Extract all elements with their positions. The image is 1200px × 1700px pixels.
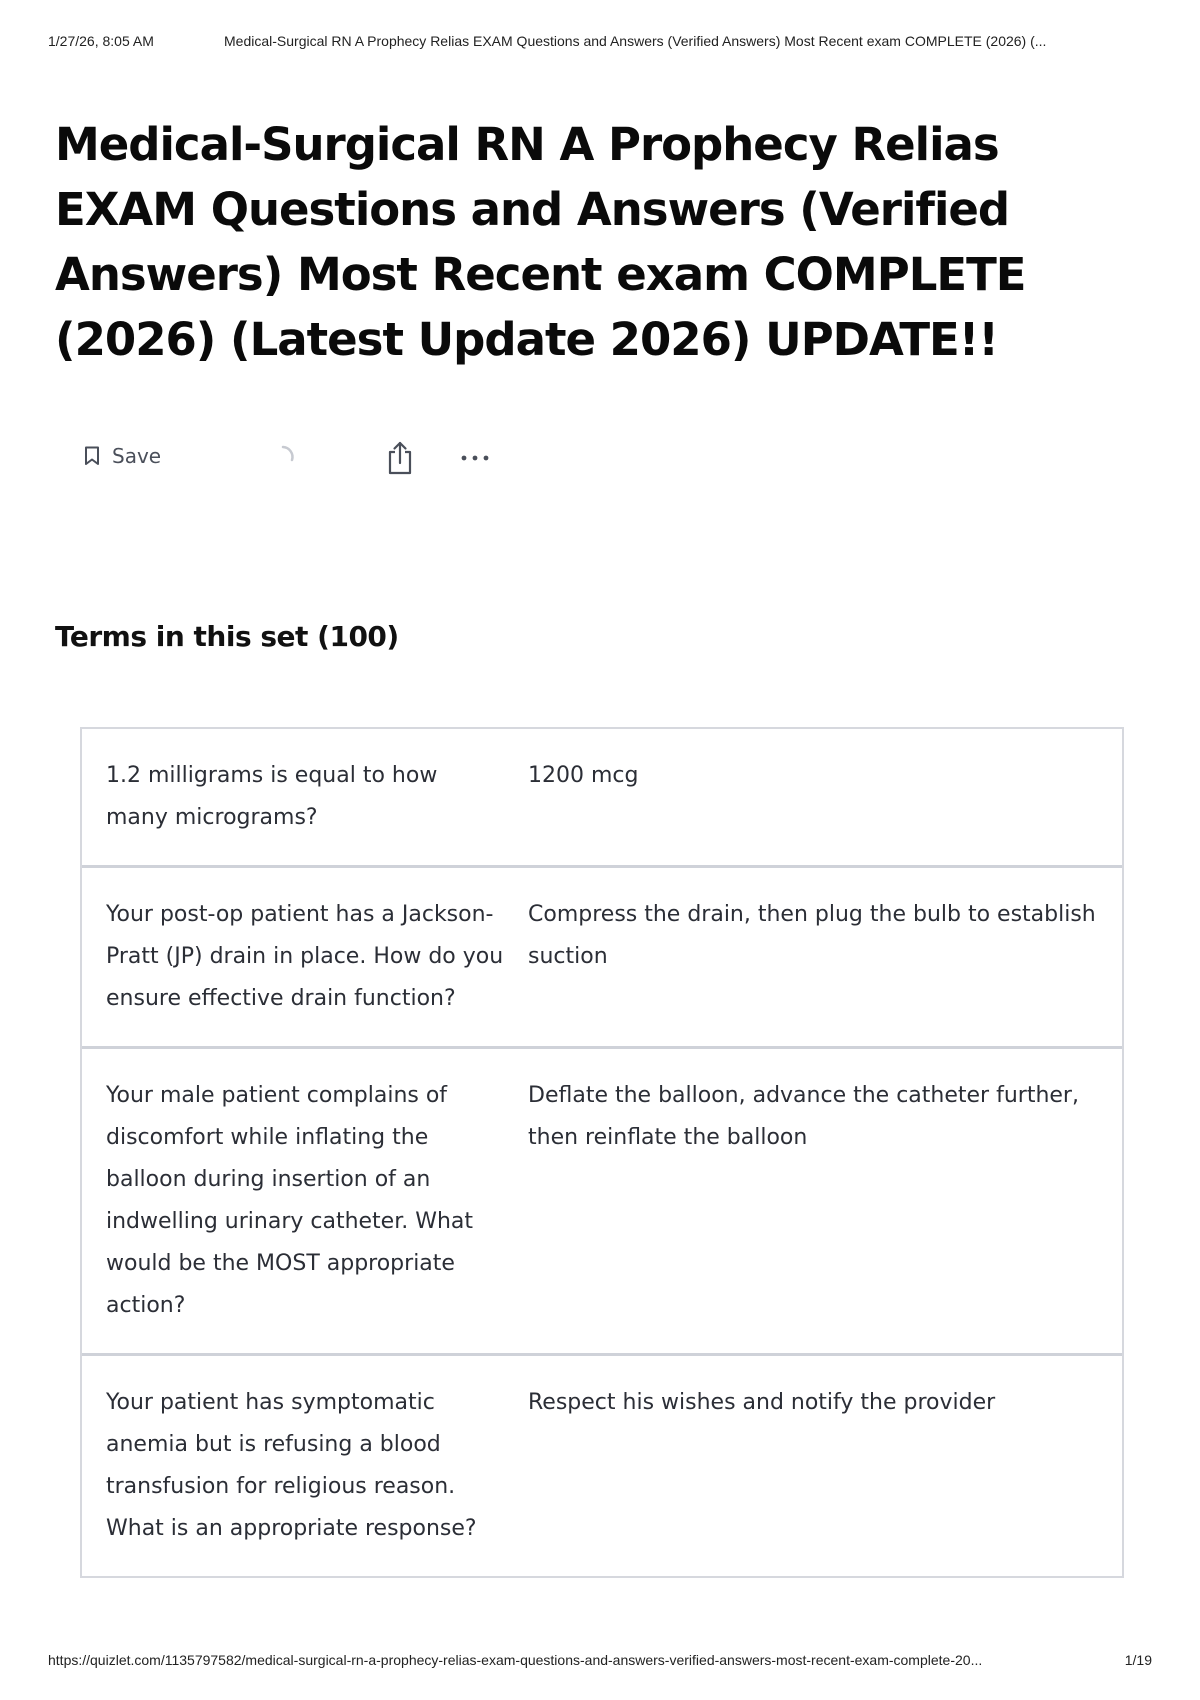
share-icon[interactable] <box>386 440 414 480</box>
definition-text: Deflate the balloon, advance the catheter further, then reinflate the balloon <box>528 1083 1079 1150</box>
term-text: Your male patient complains of discomfort while inflating the balloon during insertion of an indwelling urinary catheter. What would be the MOST appropriate action? <box>106 1083 474 1318</box>
page-number: 1/19 <box>1124 1652 1152 1668</box>
page-title: Medical-Surgical RN A Prophecy Relias EXAM Questions and Answers (Verified Answers) Most Recent exam COMPLETE (2026) (Latest Update 2026) UPDATE!! <box>55 118 1026 366</box>
action-bar <box>84 440 504 484</box>
loading-spinner-icon <box>270 444 296 474</box>
definition-text: Compress the drain, then plug the bulb to establish suction <box>528 902 1096 969</box>
definition-text: Respect his wishes and notify the provider <box>528 1390 996 1415</box>
terms-heading: Terms in this set (100) <box>55 620 399 653</box>
bookmark-icon <box>84 446 100 466</box>
term-text: Your post-op patient has a Jackson-Pratt (JP) drain in place. How do you ensure effective drain function? <box>106 902 504 1011</box>
print-footer <box>48 1652 1152 1672</box>
term-text: Your patient has symptomatic anemia but is refusing a blood transfusion for religious reason. What is an appropriate response? <box>106 1390 477 1541</box>
term-text: 1.2 milligrams is equal to how many micrograms? <box>106 763 438 830</box>
print-header <box>48 33 1152 53</box>
table-row <box>82 1353 1122 1576</box>
table-row <box>82 865 1122 1046</box>
save-button[interactable] <box>84 444 161 468</box>
terms-table <box>80 727 1124 1578</box>
save-label: Save <box>112 444 162 468</box>
definition-text: 1200 mcg <box>528 763 639 788</box>
more-icon[interactable] <box>460 448 490 467</box>
table-row <box>82 729 1122 865</box>
print-document-title: Medical-Surgical RN A Prophecy Relias EXAM Questions and Answers (Verified Answers) Most Recent exam COMPLETE (2026) (... <box>224 33 1047 49</box>
print-date: 1/27/26, 8:05 AM <box>48 33 154 49</box>
table-row <box>82 1046 1122 1353</box>
print-url: https://quizlet.com/1135797582/medical-surgical-rn-a-prophecy-relias-exam-questions-and-answers-verified-answers-most-recent-exam-complete-20... <box>48 1652 983 1668</box>
